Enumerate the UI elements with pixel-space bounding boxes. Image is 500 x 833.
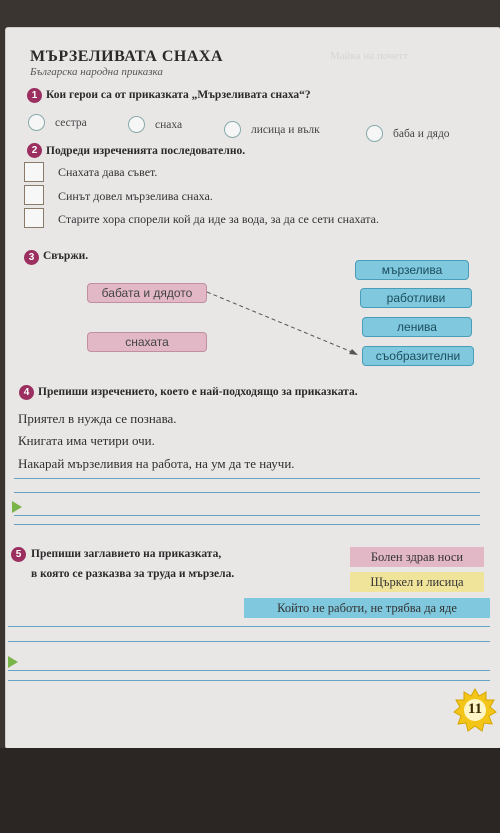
- proverb-1: Приятел в нужда се познава.: [18, 411, 177, 426]
- writing-line: [8, 680, 490, 681]
- task-4-question: Препиши изречението, което е най-подходящо за приказката.: [38, 386, 358, 398]
- task-1-question: Кои герои са от приказката „Мързеливата снаха“?: [46, 89, 311, 101]
- task-2-question: Подреди изреченията последователно.: [46, 145, 246, 157]
- writing-line: [14, 492, 480, 493]
- word-rabotlivi[interactable]: работливи: [360, 288, 472, 308]
- task-2-number: 2: [27, 143, 42, 158]
- proverb-3: Накарай мързеливия на работа, на ум да те научи.: [18, 456, 295, 471]
- task-5-number: 5: [11, 547, 26, 562]
- page-subtitle: Българска народна приказка: [30, 66, 163, 78]
- task-5-question-line1: Препиши заглавието на приказката,: [31, 548, 222, 560]
- ghost-text: Майка на почетт: [330, 50, 409, 62]
- sentence-1: Снахата дава съвет.: [58, 165, 158, 179]
- word-snahata[interactable]: снахата: [87, 332, 207, 352]
- option-label: баба и дядо: [393, 127, 450, 140]
- writing-line[interactable]: [8, 670, 490, 671]
- task-1-number: 1: [27, 88, 42, 103]
- arrow-icon: [12, 501, 22, 513]
- sentence-2: Синът довел мързелива снаха.: [58, 189, 213, 203]
- word-syobrazitelni[interactable]: съобразителни: [362, 346, 474, 366]
- word-leniva[interactable]: ленива: [362, 317, 472, 337]
- word-babata-i-dyadoto[interactable]: бабата и дядото: [87, 283, 207, 303]
- writing-line: [14, 524, 480, 525]
- page-number: 11: [467, 701, 483, 717]
- page-title: МЪРЗЕЛИВАТА СНАХА: [30, 48, 223, 65]
- title-option-bolen-zdrav-nosi[interactable]: Болен здрав носи: [350, 547, 484, 567]
- task-5-question-line2: в която се разказва за труда и мързела.: [31, 568, 235, 580]
- writing-line: [14, 478, 480, 479]
- task-4-number: 4: [19, 385, 34, 400]
- title-option-shtyrkel-i-lisica[interactable]: Щъркел и лисица: [350, 572, 484, 592]
- task-3-question: Свържи.: [43, 250, 89, 262]
- option-label: снаха: [155, 118, 183, 131]
- title-option-koyto-ne-raboti[interactable]: Който не работи, не трябва да яде: [244, 598, 490, 618]
- writing-line[interactable]: [14, 515, 480, 516]
- sentence-3: Старите хора спорели кой да иде за вода, за да се сети снахата.: [58, 212, 379, 226]
- writing-line: [8, 641, 490, 642]
- task-3-number: 3: [24, 250, 39, 265]
- option-label: лисица и вълк: [251, 123, 320, 136]
- word-myrzeliva[interactable]: мързелива: [355, 260, 469, 280]
- arrow-icon: [8, 656, 18, 668]
- writing-line: [8, 626, 490, 627]
- option-label: сестра: [55, 116, 87, 129]
- proverb-2: Книгата има четири очи.: [18, 433, 155, 448]
